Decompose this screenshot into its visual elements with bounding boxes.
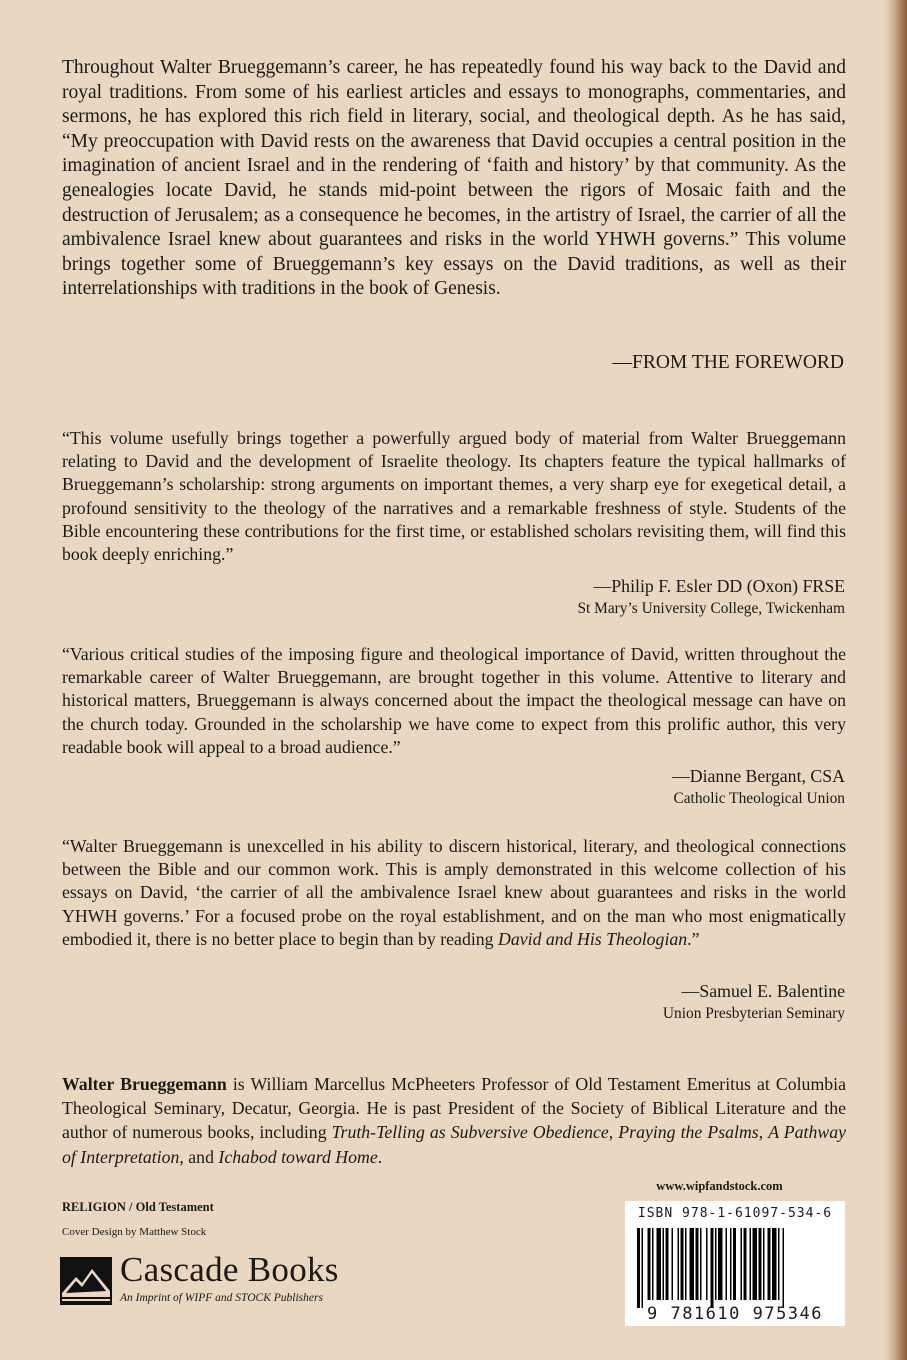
- barcode-bar: [642, 1228, 644, 1308]
- barcode-bar: [663, 1228, 665, 1300]
- mountain-icon: [60, 1257, 112, 1305]
- barcode-bar: [768, 1228, 771, 1300]
- bio-text: is William Marcellus McPheeters Professor of Old Testament Emeritus at Columbia Theological Seminary, Decatur, Georgia. He is past President of the Society of Biblical Literature and the author of numerous books, including: [62, 1074, 846, 1143]
- barcode-bar: [750, 1228, 752, 1300]
- barcode-bar: [783, 1228, 785, 1308]
- barcode-bar: [718, 1228, 723, 1300]
- isbn-label: ISBN 978-1-61097-534-6: [637, 1206, 833, 1221]
- endorser-name: —Philip F. Esler DD (Oxon) FRSE: [593, 576, 845, 596]
- barcode-bar: [744, 1228, 747, 1300]
- barcode-bar: [730, 1228, 732, 1300]
- book-title: Praying the Psalms: [618, 1122, 759, 1143]
- book-description: Throughout Walter Brueggemann’s career, he has repeatedly found his way back to the David and royal traditions. From some of his earliest articles and essays to monographs, commentaries, and sermons, he has explored this rich field in literary, social, and theological depth. As he has said, “My preoccupation with David rests on the awareness that David occupies a central position in the imagination of ancient Israel and in the rendering of ‘faith and history’ by that community. As the genealogies locate David, he stands mid-point between the rigors of Mosaic faith and the destruction of Jerusalem; as a consequence he becomes, in the artistry of Israel, the carrier of all the ambivalence Israel knew about guarantees and risks in the world YHWH governs.” This volume brings together some of Brueggemann’s key essays on the David traditions, as well as their interrelationships with traditions in the book of Genesis.: [62, 57, 846, 300]
- endorser-institution: St Mary’s University College, Twickenham: [577, 600, 845, 617]
- bio-separator: ,: [608, 1122, 619, 1143]
- endorsement-attribution: [345, 765, 845, 810]
- publisher-tagline: An Imprint of WIPF and STOCK Publishers: [120, 1292, 323, 1304]
- publisher-website: www.wipfandstock.com: [656, 1179, 783, 1193]
- barcode-digits: 9 781610 975346: [646, 1304, 824, 1324]
- barcode-bar: [652, 1228, 654, 1300]
- barcode-bar: [753, 1228, 758, 1300]
- isbn-barcode: [625, 1201, 845, 1326]
- barcode-bar: [637, 1228, 640, 1308]
- publisher-name: Cascade Books: [120, 1250, 339, 1289]
- author-name: Walter Brueggemann: [62, 1074, 227, 1094]
- book-title: Ichabod toward Home: [218, 1146, 378, 1167]
- cover-design-credit: Cover Design by Matthew Stock: [62, 1226, 207, 1238]
- foreword-attribution: —FROM THE FOREWORD: [612, 352, 844, 373]
- bio-separator: ,: [758, 1122, 769, 1143]
- endorser-institution: Union Presbyterian Seminary: [662, 1005, 845, 1022]
- barcode-bar: [696, 1228, 699, 1300]
- author-bio: [62, 1072, 846, 1169]
- bio-end: .: [377, 1146, 383, 1167]
- endorsement-attribution: [345, 575, 845, 620]
- barcode-bar: [706, 1228, 708, 1300]
- bio-separator: , and: [179, 1146, 219, 1167]
- book-title: Truth-Telling as Subversive Obedience: [331, 1122, 609, 1143]
- barcode-bar: [681, 1228, 684, 1300]
- barcode-bar: [685, 1228, 687, 1300]
- publisher-logo: [60, 1250, 390, 1313]
- barcode-bar: [772, 1228, 777, 1300]
- barcode-bar: [741, 1228, 743, 1300]
- barcode-bar: [711, 1228, 714, 1308]
- barcode-bar: [678, 1228, 680, 1300]
- barcode-bar: [759, 1228, 762, 1300]
- barcode-bar: [648, 1228, 651, 1300]
- barcode-bar: [763, 1228, 765, 1300]
- quote-text-end: .”: [687, 928, 700, 949]
- book-category: RELIGION / Old Testament: [62, 1200, 214, 1214]
- barcode-bar: [778, 1228, 780, 1300]
- endorser-name: —Dianne Bergant, CSA: [671, 766, 845, 786]
- quote-text: “Walter Brueggemann is unexcelled in his ability to discern historical, literary, and theological connections between the Bible and our common work. This is amply demonstrated in this welcome collection of his essays on David, ‘the carrier of all the ambivalence Israel knew about guarantees and risks in the world YHWH governs.’ For a focused probe on the royal establishment, and on the man who most enigmatically embodied it, there is no better place to begin than by reading: [62, 836, 846, 949]
- book-title: A Pathway of Interpretation: [62, 1122, 847, 1167]
- cover-edge-shadow: [885, 0, 907, 1360]
- book-title: David and His Theologian: [498, 928, 688, 949]
- endorsement-attribution: [345, 980, 845, 1025]
- barcode-bar: [657, 1228, 662, 1300]
- barcode-bars: [637, 1228, 833, 1308]
- barcode-bar: [733, 1228, 736, 1300]
- endorsement-quote: [62, 835, 846, 951]
- endorsement-quote: “Various critical studies of the imposing figure and theological importance of David, written throughout the remarkable career of Walter Brueggemann, are brought together in this volume. Attentive to literary and historical matters, Brueggemann is always concerned about the impact the theological message can have on the church today. Grounded in the scholarship we have come to expect from this prolific author, this very readable book will appeal to a broad audience.”: [62, 644, 846, 757]
- barcode-bar: [715, 1228, 717, 1300]
- endorsement-quote: “This volume usefully brings together a powerfully argued body of material from Walter Brueggemann relating to David and the development of Israelite theology. Its chapters feature the typical hallmarks of Brueggemann’s scholarship: strong arguments on important themes, a very sharp eye for exegetical detail, a profound sensitivity to the theology of the narratives and a remarkable freshness of style. Students of the Bible encountering these contributions for the first time, or established scholars revisiting them, will find this book deeply enriching.”: [62, 428, 846, 565]
- barcode-bar: [726, 1228, 728, 1300]
- barcode-bar: [700, 1228, 702, 1300]
- endorser-name: —Samuel E. Balentine: [681, 981, 845, 1001]
- barcode-bar: [690, 1228, 695, 1300]
- barcode-bar: [672, 1228, 674, 1300]
- endorser-institution: Catholic Theological Union: [673, 790, 845, 807]
- barcode-bar: [666, 1228, 669, 1300]
